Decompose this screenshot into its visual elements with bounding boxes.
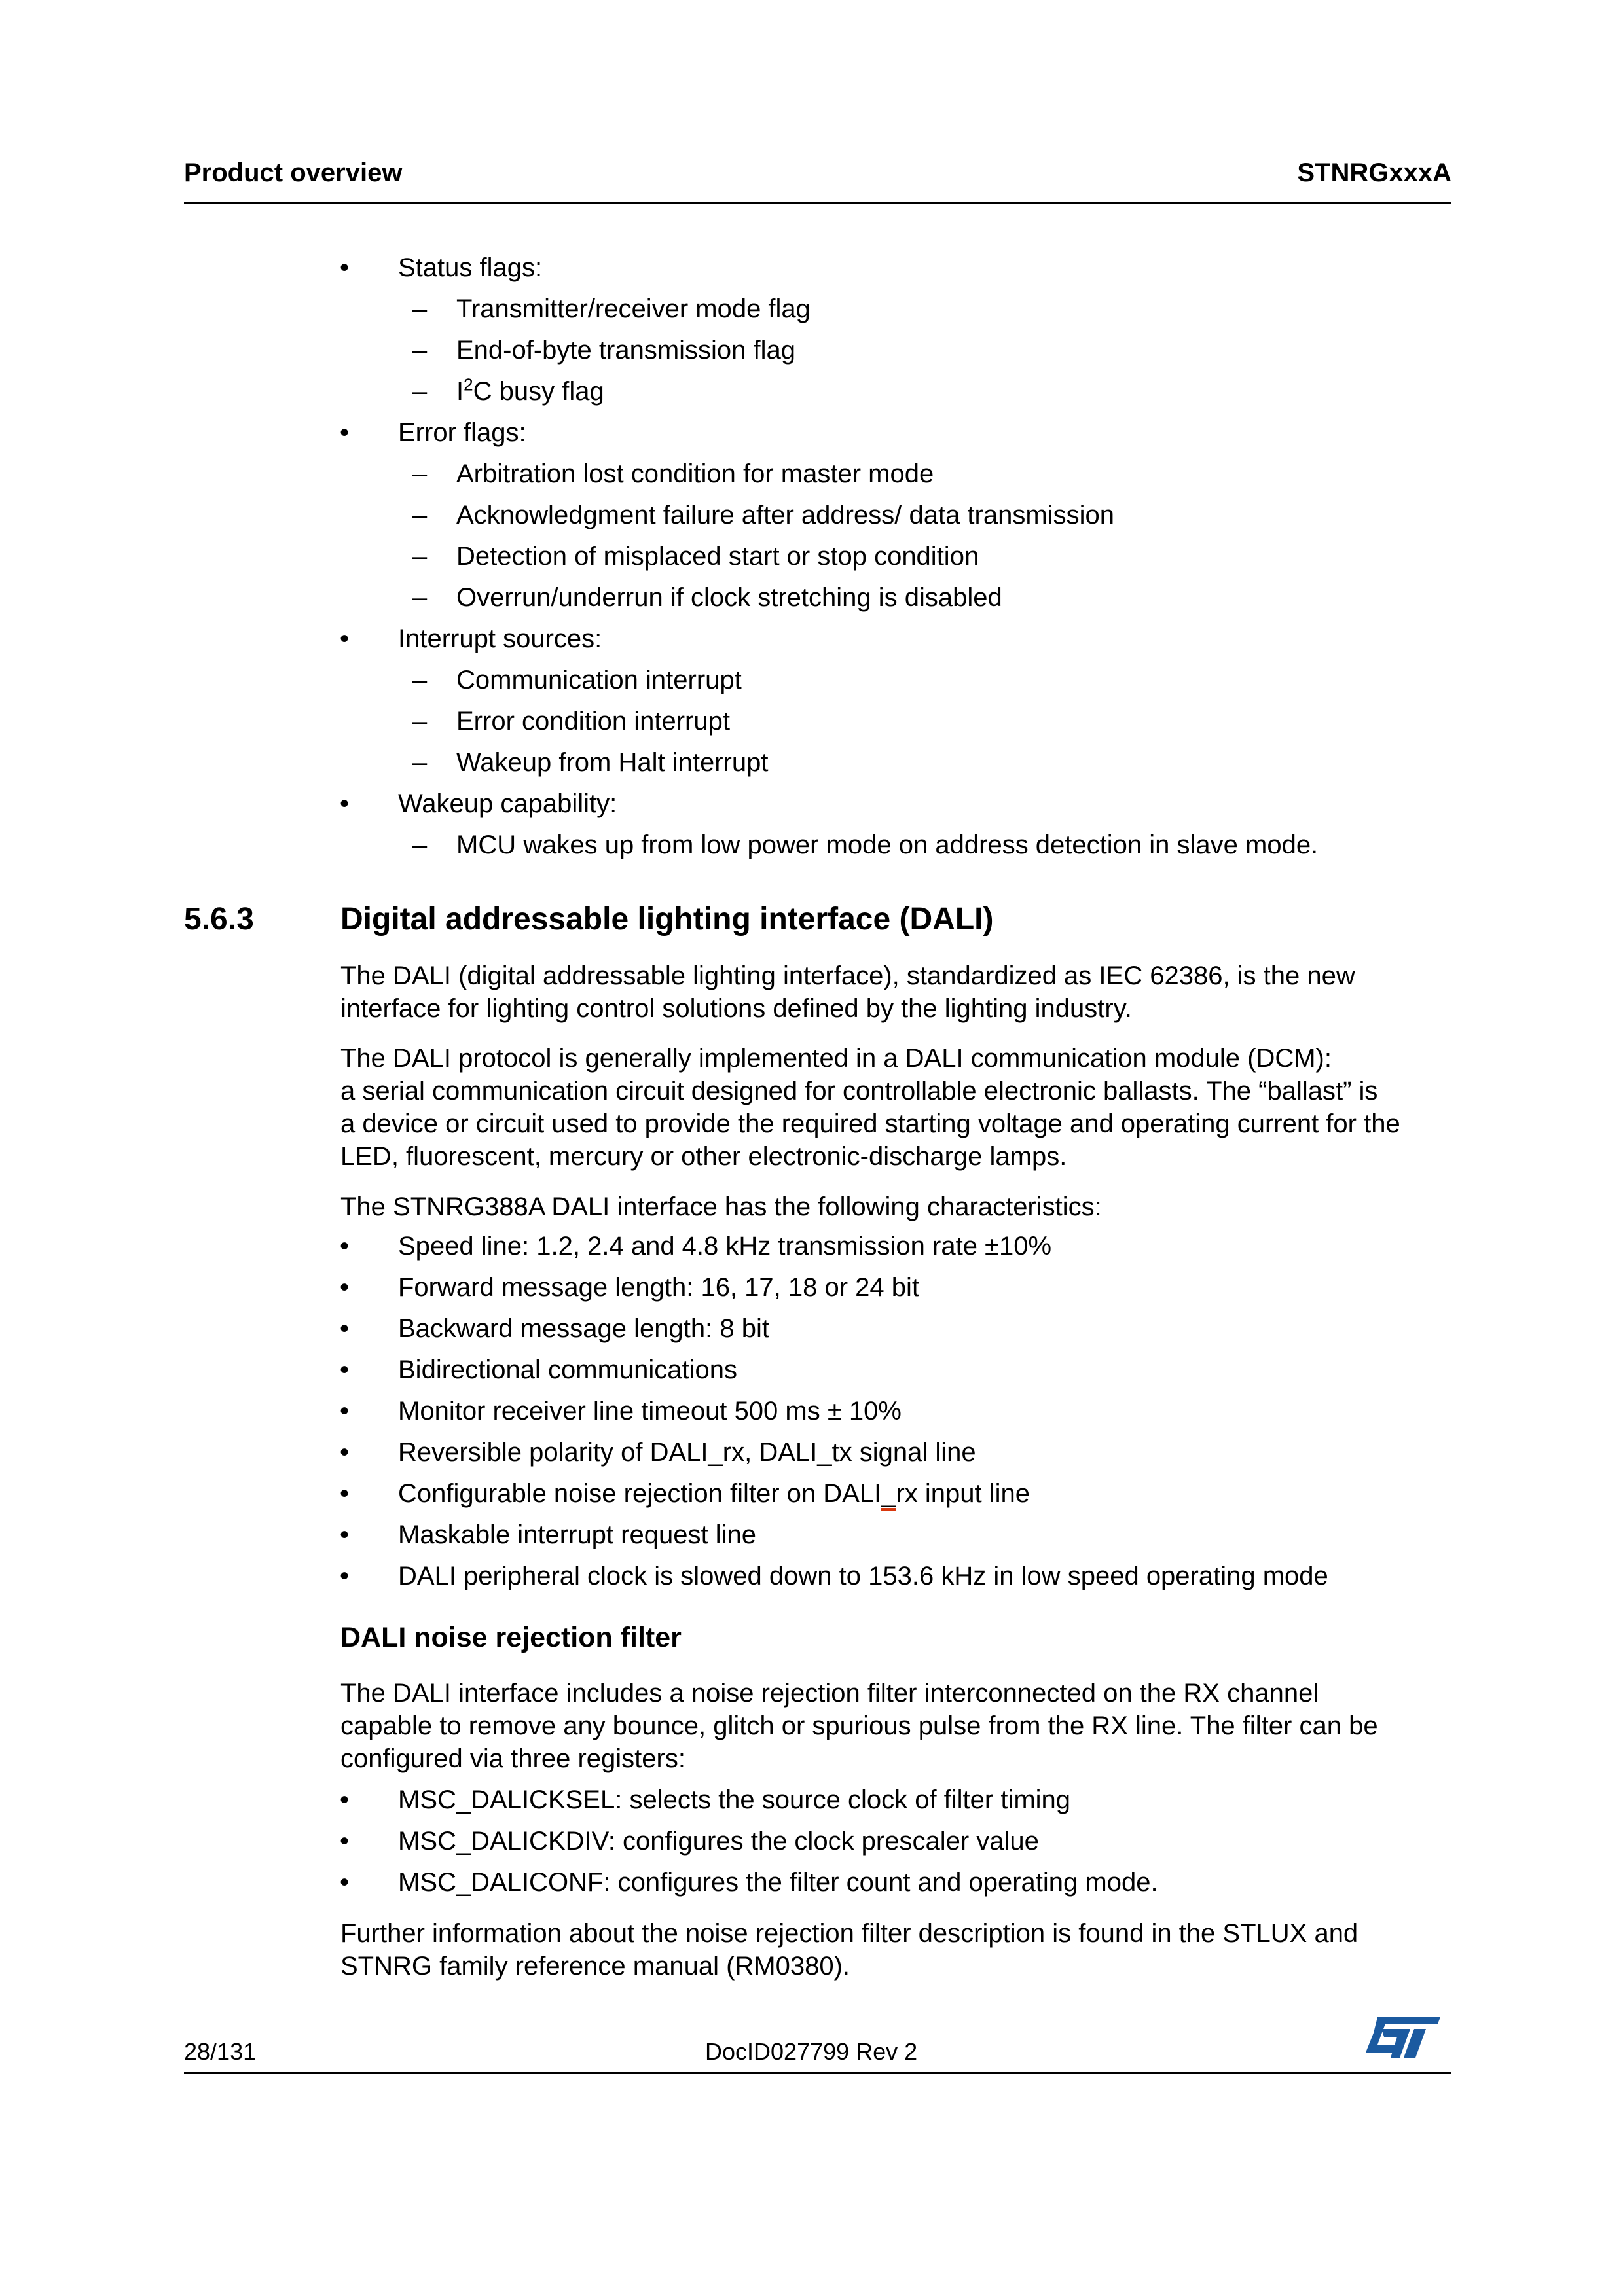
text-line: capable to remove any bounce, glitch or spurious pulse from the RX line. The filter can be — [340, 1712, 1378, 1740]
list-subitem: Acknowledgment failure after address/ data transmission — [456, 501, 1114, 529]
list-subitem: MCU wakes up from low power mode on address detection in slave mode. — [456, 831, 1319, 859]
list-item: MSC_DALICKDIV: configures the clock prescaler value — [398, 1827, 1039, 1856]
list-item: Wakeup capability: — [398, 789, 617, 818]
list-item: Status flags: — [398, 253, 543, 282]
superscript: 2 — [464, 374, 473, 395]
paragraph-noise-filter-intro — [340, 1677, 1453, 1775]
bullet-icon: • — [340, 1355, 350, 1384]
dash-icon: – — [412, 501, 428, 529]
text-line: LED, fluorescent, mercury or other electronic-discharge lamps. — [340, 1142, 1067, 1171]
paragraph-further-info — [340, 1917, 1453, 1982]
bullet-icon: • — [340, 1827, 350, 1856]
bullet-icon: • — [340, 789, 350, 818]
dash-icon: – — [412, 336, 428, 365]
list-subitem: Wakeup from Halt interrupt — [456, 748, 769, 777]
list-item: Error flags: — [398, 418, 526, 447]
dash-icon: – — [412, 831, 428, 859]
list-item: Reversible polarity of DALI_rx, DALI_tx signal line — [398, 1438, 976, 1467]
dash-icon: – — [412, 542, 428, 571]
list-item: Forward message length: 16, 17, 18 or 24 bit — [398, 1273, 920, 1302]
text-line: Further information about the noise rejection filter description is found in the STLUX and — [340, 1919, 1359, 1948]
text-fragment: Configurable noise rejection filter on DALI — [398, 1479, 882, 1508]
text-line: The DALI interface includes a noise rejection filter interconnected on the RX channel — [340, 1679, 1319, 1708]
paragraph-dali-characteristics-intro — [340, 1191, 1453, 1223]
running-header-product: STNRGxxxA — [1297, 158, 1451, 187]
list-subitem: Arbitration lost condition for master mode — [456, 459, 934, 488]
bullet-icon: • — [340, 624, 350, 653]
text-line: The STNRG388A DALI interface has the following characteristics: — [340, 1193, 1102, 1221]
text-line: interface for lighting control solutions defined by the lighting industry. — [340, 994, 1132, 1023]
bullet-icon: • — [340, 1397, 350, 1426]
bullet-icon: • — [340, 1520, 350, 1549]
list-item: MSC_DALICKSEL: selects the source clock of filter timing — [398, 1785, 1071, 1814]
text-line: The DALI protocol is generally implemented in a DALI communication module (DCM): — [340, 1044, 1332, 1073]
text-line: configured via three registers: — [340, 1744, 685, 1773]
bullet-icon: • — [340, 1314, 350, 1343]
list-subitem: Detection of misplaced start or stop condition — [456, 542, 979, 571]
list-item: Speed line: 1.2, 2.4 and 4.8 kHz transmission rate ±10% — [398, 1232, 1052, 1261]
bullet-icon: • — [340, 1232, 350, 1261]
list-item: DALI peripheral clock is slowed down to 153.6 kHz in low speed operating mode — [398, 1562, 1328, 1590]
dash-icon: – — [412, 666, 428, 694]
list-subitem — [456, 374, 604, 406]
dash-icon: – — [412, 748, 428, 777]
bullet-icon: • — [340, 1562, 350, 1590]
bullet-icon: • — [340, 1785, 350, 1814]
bullet-icon: • — [340, 1273, 350, 1302]
list-item: Backward message length: 8 bit — [398, 1314, 769, 1343]
bullet-icon: • — [340, 1868, 350, 1897]
text-fragment: C busy flag — [473, 377, 604, 406]
bullet-icon: • — [340, 253, 350, 282]
text-fragment: rx input line — [896, 1479, 1030, 1508]
list-item: Bidirectional communications — [398, 1355, 738, 1384]
text-line: a device or circuit used to provide the required starting voltage and operating current for the — [340, 1109, 1400, 1138]
st-logo-icon — [1363, 2015, 1442, 2060]
dash-icon: – — [412, 377, 428, 406]
text-line: The DALI (digital addressable lighting interface), standardized as IEC 62386, is the new — [340, 961, 1355, 990]
header-rule — [184, 202, 1451, 204]
list-subitem: Transmitter/receiver mode flag — [456, 295, 811, 323]
section-title: Digital addressable lighting interface (DALI) — [340, 902, 994, 937]
text-line: a serial communication circuit designed for controllable electronic ballasts. The “ballast” is — [340, 1077, 1378, 1105]
dash-icon: – — [412, 707, 428, 736]
list-item — [398, 1479, 1030, 1509]
paragraph-dali-intro — [340, 960, 1453, 1025]
subsection-title: DALI noise rejection filter — [340, 1622, 682, 1653]
list-item: MSC_DALICONF: configures the filter count and operating mode. — [398, 1868, 1158, 1897]
footer-rule — [184, 2072, 1451, 2074]
list-item: Monitor receiver line timeout 500 ms ± 10% — [398, 1397, 902, 1426]
bullet-icon: • — [340, 1479, 350, 1508]
text-fragment: I — [456, 377, 464, 406]
text-line: STNRG family reference manual (RM0380). — [340, 1952, 850, 1981]
dash-icon: – — [412, 583, 428, 612]
list-subitem: End-of-byte transmission flag — [456, 336, 796, 365]
dash-icon: – — [412, 459, 428, 488]
list-subitem: Overrun/underrun if clock stretching is disabled — [456, 583, 1002, 612]
dash-icon: – — [412, 295, 428, 323]
running-header-section: Product overview — [184, 158, 403, 187]
list-subitem: Error condition interrupt — [456, 707, 730, 736]
document-id: DocID027799 Rev 2 — [705, 2038, 918, 2065]
list-item: Maskable interrupt request line — [398, 1520, 756, 1549]
list-item: Interrupt sources: — [398, 624, 602, 653]
list-subitem: Communication interrupt — [456, 666, 742, 694]
paragraph-dali-protocol — [340, 1042, 1453, 1173]
page-number: 28/131 — [184, 2038, 257, 2065]
section-number: 5.6.3 — [184, 902, 254, 937]
highlighted-underscore: _ — [881, 1479, 896, 1511]
bullet-icon: • — [340, 1438, 350, 1467]
bullet-icon: • — [340, 418, 350, 447]
